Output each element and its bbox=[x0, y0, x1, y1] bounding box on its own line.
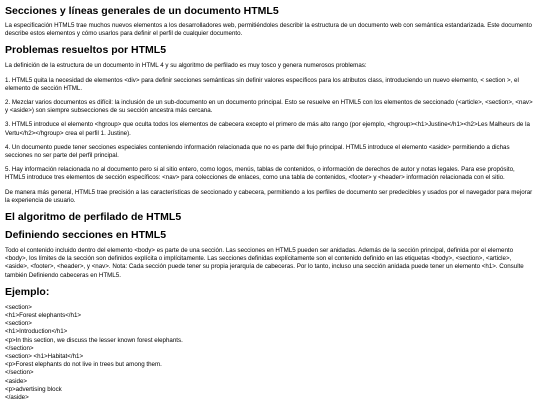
code-line: <aside> bbox=[5, 377, 28, 385]
problem-item: 2. Mezclar varios documentos es difícil: la inclusión de un sub-documento en un documento principal. Esto se resuelve en HTML5 con los elementos de seccionado (<article>, <section>, <nav> y <aside>) son siempre subsecciones de su sección ancestra más cercana. bbox=[5, 99, 533, 115]
problems-heading: Problemas resueltos por HTML5 bbox=[5, 44, 167, 57]
problem-item: 1. HTML5 quita la necesidad de elementos <div> para definir secciones semánticas sin definir valores específicos para los atributos class, introduciendo un nuevo elemento, < section >, el elemento de sección HTML. bbox=[5, 76, 519, 92]
problems-closing: De manera más general, HTML5 trae precisión a las características de seccionado y cabecera, permitiendo a los perfiles de documento ser predecibles y usados por el navegador para mejorar la experiencia de usuario. bbox=[5, 188, 533, 204]
code-line: <p>advertising block bbox=[5, 385, 62, 393]
code-line: <p>Forest elephants do not live in trees but among them. bbox=[5, 361, 162, 369]
problem-item: 5. Hay información relacionada no al documento pero si al sitio entero, como logos, menús, tablas de contenidos, o información de derechos de autor y notas legales. Para ese propósito, HTML5 introduce tres elementos de sección específicos: <nav> para colecciones de enlaces, como una tabla de contenidos, <footer> y <header> información relacionada con el sitio. bbox=[5, 166, 515, 182]
problems-lead: La definición de la estructura de un documento in HTML 4 y su algoritmo de perfilado es muy tosco y genera numerosos problemas: bbox=[5, 62, 367, 70]
example-heading: Ejemplo: bbox=[5, 285, 50, 298]
defining-paragraph: Todo el contenido incluido dentro del elemento <body> es parte de una sección. Las secciones en HTML5 pueden ser anidadas. Además de la sección principal, definida por el elemento <body>, los límites de la sección son definidos explícita o implícitamente. Las secciones definidas explícitamente son el contenido definido en las etiquetas <body>, <section>, <article>, <aside>, <footer>, <header>, y <nav>. Nota: Cada sección puede tener su propia jerarquía de cabeceras. Por lo tanto, incluso una sección anidada puede tener un elemento <h1>. Consulte también Definiendo cabeceras en HTML5. bbox=[5, 247, 524, 279]
defining-heading: Definiendo secciones en HTML5 bbox=[5, 229, 167, 242]
code-line: </section> bbox=[5, 369, 34, 377]
code-line: <section> <h1>Habitat</h1> bbox=[5, 353, 84, 361]
example-code bbox=[5, 304, 535, 402]
code-line: <p>In this section, we discuss the lesser known forest elephants. bbox=[5, 336, 183, 344]
code-line: <h1>Introduction</h1> bbox=[5, 328, 68, 336]
page-title: Secciones y líneas generales de un documento HTML5 bbox=[5, 5, 279, 17]
code-line: </section> bbox=[5, 344, 34, 352]
code-line: <section> bbox=[5, 320, 32, 328]
problem-item: 3. HTML5 introduce el elemento <hgroup> que oculta todos los elementos de cabecera excepto el primero de más alto rango (por ejemplo, <hgroup><h1>Justine</h1><h2>Les Malheurs de la Vertu</h2></hgroup> crea el perfil 1. Justine). bbox=[5, 121, 530, 137]
code-line: </aside> bbox=[5, 394, 29, 402]
code-line: <section> bbox=[5, 303, 32, 311]
problem-item: 4. Un documento puede tener secciones especiales conteniendo información relacionada que no es parte del flujo principal. HTML5 introduce el elemento <aside> permitiendo a dichas secciones no ser parte del perfil principal. bbox=[5, 143, 510, 160]
intro-paragraph: La especificación HTML5 trae muchos nuevos elementos a los desarrolladores web, permitiéndoles describir la estructura de un documento web con semántica estandarizada. Este documento describe estos elementos y cómo usarlos para definir el perfil de cualquier documento. bbox=[5, 22, 532, 38]
algorithm-heading: El algoritmo de perfilado de HTML5 bbox=[5, 211, 182, 224]
code-line: <h1>Forest elephants</h1> bbox=[5, 312, 82, 320]
